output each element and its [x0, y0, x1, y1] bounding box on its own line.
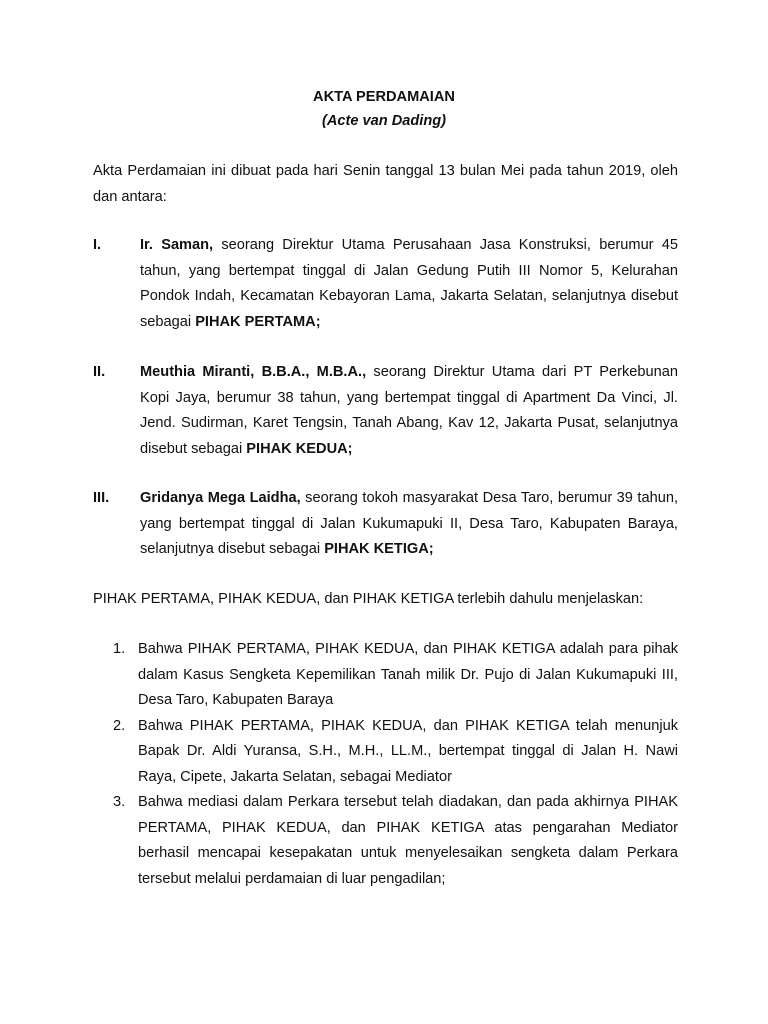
party-numeral: II. [93, 364, 106, 380]
document-title: AKTA PERDAMAIAN [313, 89, 455, 105]
party-body [140, 233, 678, 335]
party-role: PIHAK PERTAMA; [195, 313, 321, 330]
list-item-text: Bahwa PIHAK PERTAMA, PIHAK KEDUA, dan PIHAK KETIGA telah menunjuk Bapak Dr. Aldi Yuransa, S.H., M.H., LL.M., bertempat tinggal di Jalan H. Nawi Raya, Cipete, Jakarta Selatan, sebagai Mediator [138, 717, 678, 785]
party-role: PIHAK KEDUA; [246, 440, 353, 457]
list-marker: 2. [113, 717, 126, 734]
document-subtitle: (Acte van Dading) [321, 113, 447, 129]
list-item-text: Bahwa mediasi dalam Perkara tersebut telah diadakan, dan pada akhirnya PIHAK PERTAMA, PIHAK KEDUA, dan PIHAK KETIGA atas pengarahan Mediator berhasil mencapai kesepakatan untuk menyelesaikan sengketa dalam Perkara tersebut melalui perdamaian di luar pengadilan; [138, 794, 678, 887]
intro-paragraph: Akta Perdamaian ini dibuat pada hari Senin tanggal 13 bulan Mei pada tahun 2019, oleh dan antara: [93, 163, 678, 205]
list-marker: 1. [113, 641, 126, 657]
list-item [113, 790, 678, 892]
party-description: seorang tokoh masyarakat Desa Taro, berumur 39 tahun, yang bertempat tinggal di Jalan Kukumapuki II, Desa Taro, Kabupaten Baraya, selanjutnya disebut sebagai [140, 490, 678, 557]
party-numeral: III. [93, 490, 110, 506]
party-name: Gridanya Mega Laidha, [140, 490, 301, 506]
explanation-intro: PIHAK PERTAMA, PIHAK KEDUA, dan PIHAK KETIGA terlebih dahulu menjelaskan: [93, 591, 644, 607]
party-role: PIHAK KETIGA; [324, 541, 434, 557]
party-numeral: I. [93, 237, 102, 253]
list-item-text: Bahwa PIHAK PERTAMA, PIHAK KEDUA, dan PIHAK KETIGA adalah para pihak dalam Kasus Sengketa Kepemilikan Tanah milik Dr. Pujo di Jalan Kukumapuki III, Desa Taro, Kabupaten Baraya [138, 641, 678, 708]
list-item [113, 637, 678, 714]
party-body [140, 486, 678, 563]
party-name: Meuthia Miranti, B.B.A., M.B.A., [140, 364, 367, 380]
party-description: seorang Direktur Utama Perusahaan Jasa Konstruksi, berumur 45 tahun, yang bertempat tinggal di Jalan Gedung Putih III Nomor 5, Kelurahan Pondok Indah, Kecamatan Kebayoran Lama, Jakarta Selatan, selanjutnya disebut sebagai [140, 237, 678, 330]
party-body [140, 360, 678, 462]
party-name: Ir. Saman, [140, 237, 214, 253]
list-marker: 3. [113, 794, 126, 810]
list-item [113, 714, 678, 791]
explanation-list [113, 637, 678, 892]
party-description: seorang Direktur Utama dari PT Perkebunan Kopi Jaya, berumur 38 tahun, yang bertempat tinggal di Apartment Da Vinci, Jl. Jend. Sudirman, Karet Tengsin, Tanah Abang, Kav 12, Jakarta Pusat, selanjutnya disebut sebagai [140, 364, 679, 457]
